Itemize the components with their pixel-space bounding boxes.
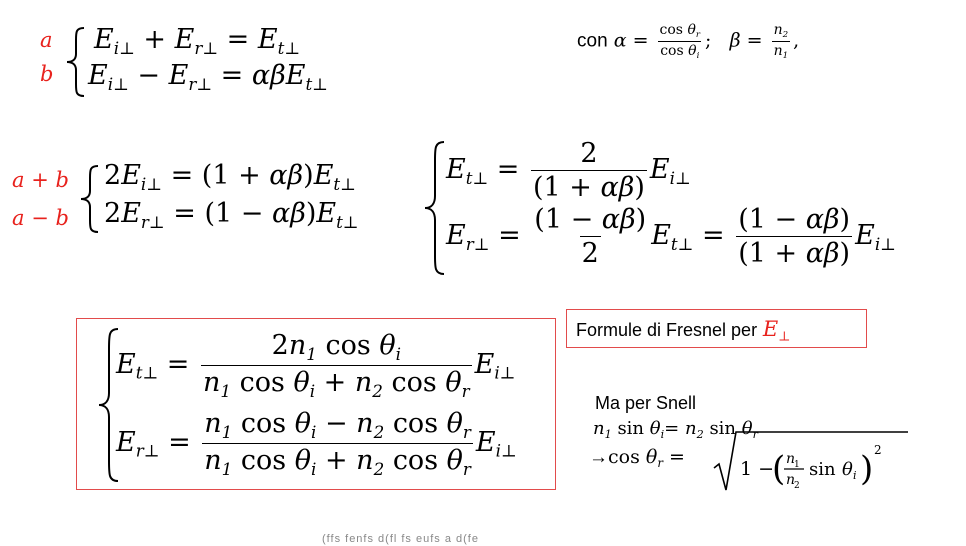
label-a-minus-b: a − b: [12, 206, 69, 230]
label-a: a: [40, 28, 53, 52]
equation-diff: $2E_{r\perp} = (1 - \alpha\beta)E_{t\perp}$: [104, 198, 359, 232]
svg-text:i: i: [853, 469, 857, 482]
svg-text:1: 1: [794, 460, 800, 470]
svg-text:(: (: [772, 449, 786, 489]
svg-text:): ): [860, 449, 874, 489]
equation-b: $E_{i\perp} - E_{r\perp} = \alpha\beta E_{t\perp}$: [88, 60, 328, 94]
equation-Er-solved: $E_{r\perp}$ = $\frac{(1 - \alpha\beta)}{2}$ $E_{t\perp}$ = $\frac{(1 - \alpha\beta)}{(1 + \alpha\beta)}$ $E_{i\perp}$: [446, 204, 896, 269]
brace-system-sum-diff: [78, 164, 102, 234]
svg-text:sin: sin: [809, 459, 836, 480]
svg-text:2: 2: [874, 443, 882, 457]
con-text: con: [577, 30, 608, 52]
snell-law: $n_1$ $\sin \theta_i= n_2$ $\sin \theta_r$: [593, 418, 758, 441]
alpha-beta-definition: con α = $\frac{\cos \theta_r}{\cos \theta_i}$ ; β = $\frac{n_2}{n_1}$ ,: [577, 22, 800, 62]
svg-text:n: n: [786, 472, 796, 488]
equation-Er-fresnel: $E_{r\perp}$ = $\frac{n_1 \cos \theta_i - n_2 \cos \theta_r}{n_1 \cos \theta_i + n_2 \cos \theta_r}$ $E_{i\perp}$: [116, 408, 517, 479]
fresnel-title-text: Formule di Fresnel per: [576, 320, 758, 340]
snell-title: Ma per Snell: [595, 393, 697, 413]
equation-sum: $2E_{i\perp} = (1 + \alpha\beta)E_{t\perp}$: [104, 160, 356, 194]
equation-a: $E_{i\perp} + E_{r\perp} = E_{t\perp}$: [94, 24, 301, 58]
svg-text:2: 2: [794, 481, 800, 491]
equation-Et-solved: $E_{t\perp}$ = $\frac{2}{(1 + \alpha\beta)}$ $E_{i\perp}$: [446, 138, 691, 203]
equation-Et-fresnel: $E_{t\perp}$ = $\frac{2n_1 \cos \theta_i}{n_1 \cos \theta_i + n_2 \cos \theta_r}$ $E_{i\perp}$: [116, 330, 516, 401]
fresnel-title: Formule di Fresnel per $E_\perp$: [576, 317, 791, 345]
label-a-plus-b: a + b: [12, 168, 69, 192]
svg-text:1 −: 1 −: [740, 458, 775, 480]
svg-text:θ: θ: [842, 459, 853, 480]
arrow-icon: →: [589, 447, 608, 468]
footer-cutoff-text: (ffs fenfs d(fl fs eufs a d(fe: [322, 533, 479, 545]
brace-system-ab: [64, 26, 88, 98]
svg-text:n: n: [786, 451, 796, 467]
label-b: b: [40, 62, 54, 86]
cos-theta-r-formula: →cos $\theta_r$ =: [589, 446, 685, 471]
brace-system-solved: [422, 140, 448, 276]
sqrt-expression: [712, 428, 912, 498]
